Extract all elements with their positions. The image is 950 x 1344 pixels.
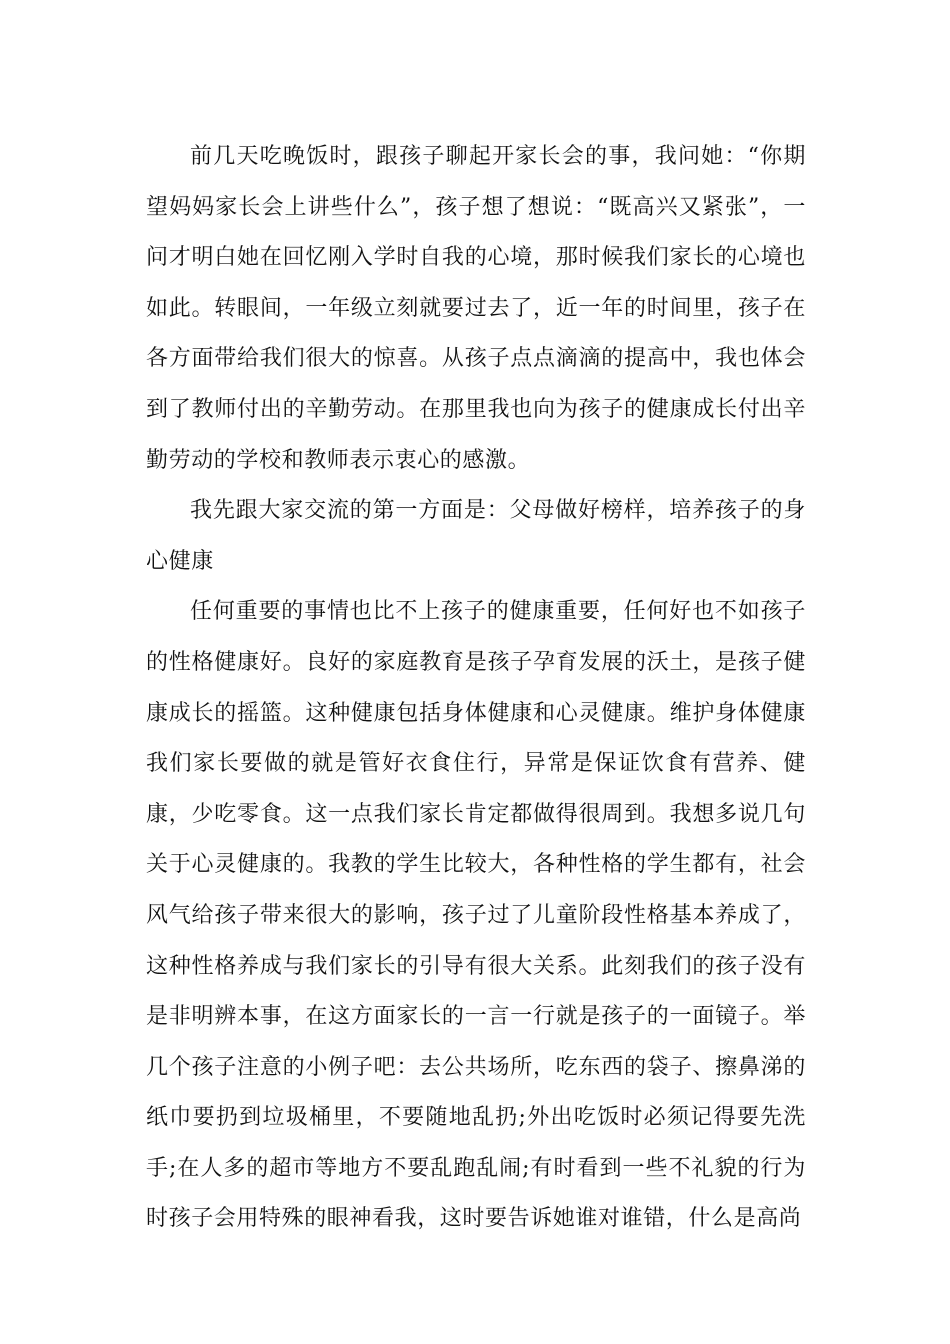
document-body: [146, 132, 806, 1245]
paragraph-intro: 前几天吃晚饭时，跟孩子聊起开家长会的事，我问她：“你期望妈妈家长会上讲些什么”，孩子想了想说：“既高兴又紧张”，一问才明白她在回忆刚入学时自我的心境，那时候我们家长的心境也如此。转眼间，一年级立刻就要过去了，近一年的时间里，孩子在各方面带给我们很大的惊喜。从孩子点点滴滴的提高中，我也体会到了教师付出的辛勤劳动。在那里我也向为孩子的健康成长付出辛勤劳动的学校和教师表示衷心的感激。: [146, 144, 806, 473]
paragraph-section-heading: 我先跟大家交流的第一方面是：父母做好榜样，培养孩子的身心健康: [146, 498, 806, 574]
paragraph-health: 任何重要的事情也比不上孩子的健康重要，任何好也不如孩子的性格健康好。良好的家庭教育是孩子孕育发展的沃土，是孩子健康成长的摇篮。这种健康包括身体健康和心灵健康。维护身体健康我们家长要做的就是管好衣食住行，异常是保证饮食有营养、健康，少吃零食。这一点我们家长肯定都做得很周到。我想多说几句关于心灵健康的。我教的学生比较大，各种性格的学生都有，社会风气给孩子带来很大的影响，孩子过了儿童阶段性格基本养成了，这种性格养成与我们家长的引导有很大关系。此刻我们的孩子没有是非明辨本事，在这方面家长的一言一行就是孩子的一面镜子。举几个孩子注意的小例子吧：去公共场所，吃东西的袋子、擦鼻涕的纸巾要扔到垃圾桶里，不要随地乱扔;外出吃饭时必须记得要先洗手;在人多的超市等地方不要乱跑乱闹;有时看到一些不礼貌的行为时孩子会用特殊的眼神看我，这时要告诉她谁对谁错，什么是高尚: [146, 599, 806, 1232]
